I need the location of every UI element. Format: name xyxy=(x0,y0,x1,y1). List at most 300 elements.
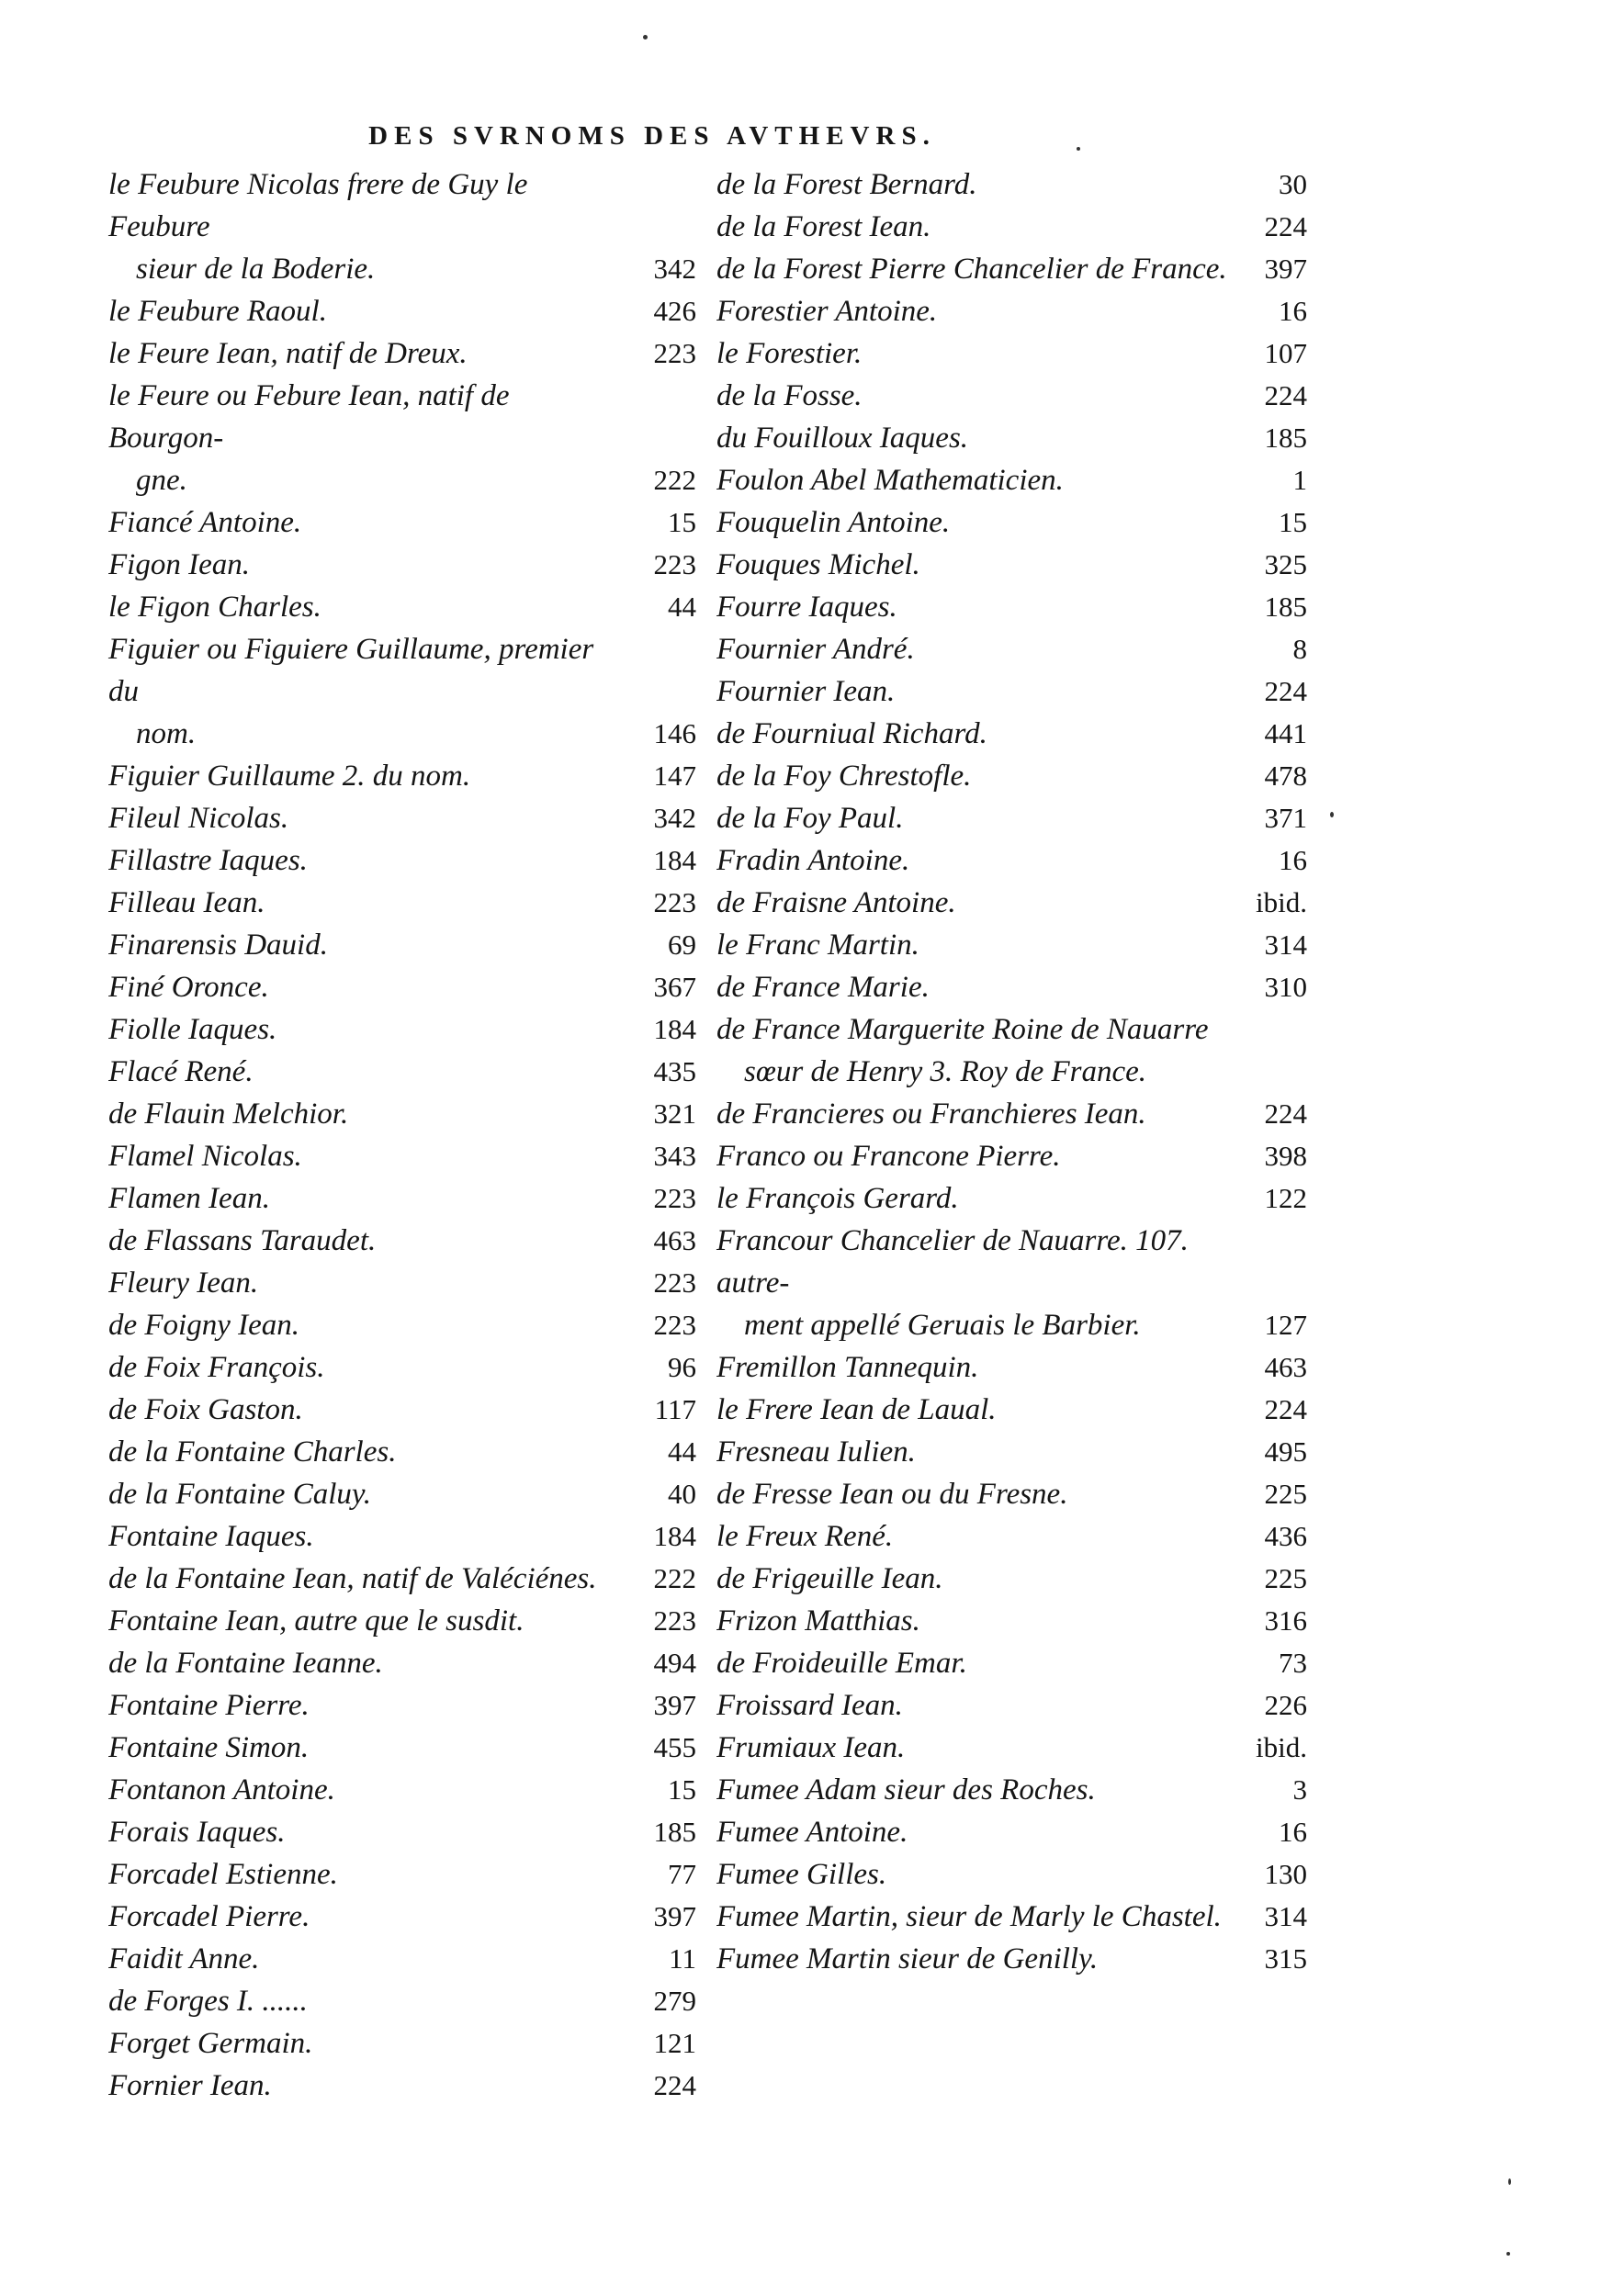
entry-page-number: 127 xyxy=(1264,1309,1307,1341)
entry-name xyxy=(108,1727,696,1769)
entry-page-number: 397 xyxy=(1264,253,1307,285)
entry-name xyxy=(716,1853,1307,1896)
entry-name xyxy=(108,1262,696,1304)
entry-page-number: 184 xyxy=(653,1013,696,1045)
index-entry xyxy=(108,501,696,544)
entry-page-number: 16 xyxy=(1279,844,1307,876)
entry-page-number: 225 xyxy=(1264,1478,1307,1510)
entry-name xyxy=(716,797,1307,839)
entry-name xyxy=(716,1558,1307,1600)
entry-name-text: de Fourniual Richard. xyxy=(716,717,987,750)
entry-name xyxy=(716,1389,1307,1431)
index-entry xyxy=(716,332,1307,375)
entry-page-number: 185 xyxy=(1264,422,1307,454)
entry-name-text: Forcadel Estienne. xyxy=(108,1858,338,1891)
entry-name xyxy=(108,1600,696,1642)
index-entry xyxy=(716,1135,1307,1177)
index-entry xyxy=(716,1938,1307,1980)
entry-page-number: 117 xyxy=(654,1393,696,1425)
entry-page-number: 16 xyxy=(1279,295,1307,327)
entry-page-number: 398 xyxy=(1264,1140,1307,1172)
entry-name-text: le Feubure Nicolas frere de Guy le Feubure xyxy=(108,168,528,243)
entry-name xyxy=(716,163,1307,206)
entry-name xyxy=(716,755,1307,797)
entry-name xyxy=(108,1389,696,1431)
entry-name xyxy=(108,1684,696,1727)
index-entry xyxy=(716,1811,1307,1853)
entry-name-text: Fumee Martin sieur de Genilly. xyxy=(716,1942,1099,1975)
index-entry xyxy=(108,628,696,755)
entry-name-text: de Forges I. ...... xyxy=(108,1985,308,2018)
entry-name xyxy=(716,1177,1307,1220)
entry-name xyxy=(108,1051,696,1093)
entry-name-text: le Forestier. xyxy=(716,337,863,370)
entry-name xyxy=(716,375,1307,417)
entry-page-number: 121 xyxy=(653,2027,696,2059)
entry-name-text: du Fouilloux Iaques. xyxy=(716,422,969,455)
index-entry xyxy=(108,2065,696,2107)
entry-name xyxy=(716,1600,1307,1642)
entry-name-text: Fiancé Antoine. xyxy=(108,506,302,539)
entry-name xyxy=(716,713,1307,755)
index-entry xyxy=(716,1769,1307,1811)
entry-name xyxy=(716,670,1307,713)
entry-name xyxy=(716,206,1307,248)
entry-name-text: Frizon Matthias. xyxy=(716,1604,920,1638)
entry-name-text: Fouques Michel. xyxy=(716,548,920,581)
entry-page-number: 316 xyxy=(1264,1604,1307,1637)
entry-name xyxy=(716,290,1307,332)
entry-name xyxy=(108,1008,696,1051)
entry-page-number: 69 xyxy=(668,929,696,961)
entry-name xyxy=(108,375,696,501)
entry-page-number: 8 xyxy=(1292,633,1307,665)
entry-name xyxy=(108,1811,696,1853)
index-entry xyxy=(108,1177,696,1220)
entry-page-number: 11 xyxy=(669,1942,696,1975)
entry-name xyxy=(716,1093,1307,1135)
entry-name xyxy=(716,1135,1307,1177)
index-entry xyxy=(716,797,1307,839)
entry-name-text: Fleury Iean. xyxy=(108,1266,259,1300)
entry-page-number: 224 xyxy=(1264,675,1307,707)
entry-name-text: le Frere Iean de Laual. xyxy=(716,1393,997,1426)
index-entry xyxy=(108,1346,696,1389)
entry-name-text: Fournier Iean. xyxy=(716,675,896,708)
index-entry xyxy=(716,1515,1307,1558)
index-entry xyxy=(716,1558,1307,1600)
index-entry xyxy=(716,459,1307,501)
entry-name xyxy=(716,1431,1307,1473)
running-header: DES SVRNOMS DES AVTHEVRS. xyxy=(368,121,936,151)
entry-name-text: de Francieres ou Franchieres Iean. xyxy=(716,1097,1146,1131)
entry-page-number: 223 xyxy=(653,886,696,918)
entry-name-text: Fumee Adam sieur des Roches. xyxy=(716,1773,1096,1806)
entry-name-text: de Foigny Iean. xyxy=(108,1309,300,1342)
index-entry xyxy=(108,1938,696,1980)
entry-page-number: 226 xyxy=(1264,1689,1307,1721)
entry-page-number: 224 xyxy=(1264,379,1307,411)
entry-name-text: de Fresse Iean ou du Fresne. xyxy=(716,1478,1068,1511)
index-entry xyxy=(716,586,1307,628)
entry-page-number: 15 xyxy=(668,1773,696,1806)
entry-name xyxy=(108,755,696,797)
entry-page-number: 44 xyxy=(668,1435,696,1468)
entry-name xyxy=(716,1008,1307,1093)
entry-name-text: Fontaine Iaques. xyxy=(108,1520,314,1553)
index-entry xyxy=(108,797,696,839)
entry-name xyxy=(716,1811,1307,1853)
entry-name-text: Faidit Anne. xyxy=(108,1942,260,1975)
entry-page-number: 222 xyxy=(653,464,696,496)
index-entry xyxy=(716,1727,1307,1769)
index-entry xyxy=(108,1051,696,1093)
entry-name xyxy=(108,544,696,586)
index-entry xyxy=(716,1346,1307,1389)
entry-page-number: 343 xyxy=(653,1140,696,1172)
entry-name xyxy=(108,628,696,755)
entry-page-number: 397 xyxy=(653,1689,696,1721)
entry-name-text: Francour Chancelier de Nauarre. 107. autre- xyxy=(716,1224,1189,1300)
entry-page-number: 107 xyxy=(1264,337,1307,369)
entry-name-text: Forestier Antoine. xyxy=(716,295,938,328)
entry-page-number: 223 xyxy=(653,1182,696,1214)
entry-name xyxy=(716,966,1307,1008)
entry-page-number: 463 xyxy=(653,1224,696,1256)
entry-name xyxy=(716,417,1307,459)
entry-name xyxy=(108,966,696,1008)
entry-name-text: Fontaine Simon. xyxy=(108,1731,310,1764)
entry-page-number: 15 xyxy=(1279,506,1307,538)
entry-name-text: Forais Iaques. xyxy=(108,1816,286,1849)
entry-page-number: 478 xyxy=(1264,760,1307,792)
entry-page-number: 397 xyxy=(653,1900,696,1932)
index-entry xyxy=(108,882,696,924)
index-entry xyxy=(108,1853,696,1896)
entry-page-number: 371 xyxy=(1264,802,1307,834)
entry-page-number: 314 xyxy=(1264,929,1307,961)
entry-name-text: de la Fontaine Charles. xyxy=(108,1435,397,1469)
entry-name xyxy=(108,2022,696,2065)
entry-page-number: 321 xyxy=(653,1097,696,1130)
entry-name-text: Flamen Iean. xyxy=(108,1182,270,1215)
entry-name xyxy=(716,1769,1307,1811)
entry-page-number: 463 xyxy=(1264,1351,1307,1383)
entry-name-text: Froissard Iean. xyxy=(716,1689,903,1722)
index-entry xyxy=(716,248,1307,290)
entry-name-text: de France Marie. xyxy=(716,971,930,1004)
entry-name xyxy=(716,1220,1307,1346)
entry-name-text: le Feubure Raoul. xyxy=(108,295,327,328)
entry-page-number: 40 xyxy=(668,1478,696,1510)
entry-name-text: de Flauin Melchior. xyxy=(108,1097,349,1131)
entry-page-number: 342 xyxy=(653,253,696,285)
entry-name xyxy=(716,882,1307,924)
entry-page-number: ibid. xyxy=(1256,886,1307,918)
index-entry xyxy=(716,1600,1307,1642)
entry-page-number: 96 xyxy=(668,1351,696,1383)
index-entry xyxy=(108,290,696,332)
index-entry xyxy=(716,206,1307,248)
index-entry xyxy=(716,1684,1307,1727)
entry-page-number: 185 xyxy=(653,1816,696,1848)
index-entry xyxy=(716,1008,1307,1093)
entry-page-number: 310 xyxy=(1264,971,1307,1003)
entry-page-number: 184 xyxy=(653,844,696,876)
entry-name-text: le Franc Martin. xyxy=(716,929,919,962)
index-entry xyxy=(716,966,1307,1008)
entry-name xyxy=(108,1853,696,1896)
index-entry xyxy=(108,1431,696,1473)
entry-name-continuation: sœur de Henry 3. Roy de France. xyxy=(744,1055,1147,1088)
index-entry xyxy=(716,713,1307,755)
entry-name-text: de la Fontaine Caluy. xyxy=(108,1478,371,1511)
index-entry xyxy=(716,839,1307,882)
entry-page-number: 441 xyxy=(1264,717,1307,749)
ink-speck xyxy=(1508,2178,1511,2185)
entry-name-text: Fornier Iean. xyxy=(108,2069,272,2102)
entry-name xyxy=(108,290,696,332)
ink-speck xyxy=(1077,147,1080,151)
entry-name-text: Finarensis Dauid. xyxy=(108,929,328,962)
entry-name xyxy=(716,1938,1307,1980)
index-entry xyxy=(716,1896,1307,1938)
index-entry xyxy=(716,1431,1307,1473)
index-entry xyxy=(716,544,1307,586)
entry-name-text: de Foix François. xyxy=(108,1351,325,1384)
entry-name xyxy=(108,1135,696,1177)
index-entry xyxy=(108,1727,696,1769)
entry-name-text: Flacé René. xyxy=(108,1055,254,1088)
entry-page-number: 223 xyxy=(653,337,696,369)
index-entry xyxy=(108,1769,696,1811)
index-entry xyxy=(716,501,1307,544)
index-entry xyxy=(716,417,1307,459)
entry-name xyxy=(108,1093,696,1135)
entry-page-number: 1 xyxy=(1292,464,1307,496)
entry-page-number: 494 xyxy=(653,1647,696,1679)
entry-page-number: 225 xyxy=(1264,1562,1307,1594)
index-entry xyxy=(108,839,696,882)
entry-name-text: de France Marguerite Roine de Nauarre xyxy=(716,1013,1209,1046)
ink-speck xyxy=(643,35,648,39)
index-entry xyxy=(108,1558,696,1600)
entry-name xyxy=(108,924,696,966)
entry-name-text: de Frigeuille Iean. xyxy=(716,1562,943,1595)
index-entry xyxy=(716,1093,1307,1135)
entry-name xyxy=(108,1769,696,1811)
entry-name xyxy=(108,882,696,924)
entry-name-text: Forget Germain. xyxy=(108,2027,313,2060)
entry-page-number: 455 xyxy=(653,1731,696,1763)
index-entry xyxy=(108,1811,696,1853)
index-column-right xyxy=(716,163,1307,1980)
entry-name xyxy=(716,924,1307,966)
entry-name xyxy=(108,1896,696,1938)
entry-name xyxy=(108,1473,696,1515)
entry-name-text: de Froideuille Emar. xyxy=(716,1647,967,1680)
entry-name-text: Fileul Nicolas. xyxy=(108,802,289,835)
index-entry xyxy=(108,1220,696,1262)
index-entry xyxy=(108,1600,696,1642)
index-entry xyxy=(108,966,696,1008)
entry-page-number: 224 xyxy=(1264,1393,1307,1425)
entry-page-number: 147 xyxy=(653,760,696,792)
entry-name xyxy=(108,332,696,375)
entry-name-text: de la Forest Bernard. xyxy=(716,168,977,201)
index-entry xyxy=(108,1684,696,1727)
entry-name xyxy=(108,1177,696,1220)
entry-name-text: Fontaine Iean, autre que le susdit. xyxy=(108,1604,524,1638)
entry-page-number: 77 xyxy=(668,1858,696,1890)
index-entry xyxy=(108,755,696,797)
entry-page-number: 122 xyxy=(1264,1182,1307,1214)
index-entry xyxy=(716,1642,1307,1684)
index-entry xyxy=(108,163,696,290)
entry-name-text: Fourre Iaques. xyxy=(716,591,897,624)
entry-page-number: ibid. xyxy=(1256,1731,1307,1763)
entry-name-text: Fresneau Iulien. xyxy=(716,1435,916,1469)
entry-name xyxy=(108,1346,696,1389)
entry-name-text: Finé Oronce. xyxy=(108,971,269,1004)
entry-page-number: 3 xyxy=(1292,1773,1307,1806)
index-entry xyxy=(108,1515,696,1558)
index-entry xyxy=(716,924,1307,966)
index-entry xyxy=(108,1980,696,2022)
entry-name xyxy=(716,459,1307,501)
entry-page-number: 185 xyxy=(1264,591,1307,623)
entry-name xyxy=(716,501,1307,544)
entry-page-number: 73 xyxy=(1279,1647,1307,1679)
entry-name-text: Foulon Abel Mathematicien. xyxy=(716,464,1064,497)
index-entry xyxy=(108,1135,696,1177)
entry-page-number: 435 xyxy=(653,1055,696,1087)
entry-name-text: Fontaine Pierre. xyxy=(108,1689,310,1722)
entry-name xyxy=(716,332,1307,375)
index-entry xyxy=(716,628,1307,670)
entry-name xyxy=(108,1431,696,1473)
entry-name-text: le Figon Charles. xyxy=(108,591,321,624)
entry-name xyxy=(108,2065,696,2107)
index-entry xyxy=(108,1642,696,1684)
index-entry xyxy=(108,1262,696,1304)
index-entry xyxy=(108,332,696,375)
index-entry xyxy=(108,2022,696,2065)
index-entry xyxy=(108,1896,696,1938)
entry-name xyxy=(716,1473,1307,1515)
index-entry xyxy=(108,375,696,501)
entry-name-text: de la Fontaine Iean, natif de Valéciénes. xyxy=(108,1562,597,1595)
entry-name xyxy=(108,1220,696,1262)
entry-name xyxy=(108,1558,696,1600)
entry-name-continuation: gne. xyxy=(136,464,187,497)
entry-name-text: Fradin Antoine. xyxy=(716,844,910,877)
index-entry xyxy=(716,163,1307,206)
entry-name-text: de la Foy Paul. xyxy=(716,802,904,835)
entry-name-text: Fumee Gilles. xyxy=(716,1858,887,1891)
entry-page-number: 30 xyxy=(1279,168,1307,200)
entry-name-text: le François Gerard. xyxy=(716,1182,959,1215)
index-entry xyxy=(716,882,1307,924)
entry-page-number: 279 xyxy=(653,1985,696,2017)
entry-page-number: 222 xyxy=(653,1562,696,1594)
entry-name xyxy=(108,1938,696,1980)
entry-name xyxy=(108,586,696,628)
entry-name-text: de la Fosse. xyxy=(716,379,863,412)
entry-name xyxy=(108,797,696,839)
entry-page-number: 367 xyxy=(653,971,696,1003)
entry-name xyxy=(716,586,1307,628)
entry-name-text: Fiolle Iaques. xyxy=(108,1013,277,1046)
entry-name-text: Fontanon Antoine. xyxy=(108,1773,335,1806)
ink-speck xyxy=(1330,812,1334,817)
entry-page-number: 146 xyxy=(653,717,696,749)
entry-page-number: 223 xyxy=(653,1266,696,1299)
index-entry xyxy=(716,375,1307,417)
entry-name xyxy=(716,1684,1307,1727)
entry-name xyxy=(716,248,1307,290)
index-entry xyxy=(716,1473,1307,1515)
entry-name xyxy=(716,544,1307,586)
entry-page-number: 223 xyxy=(653,1604,696,1637)
entry-name xyxy=(716,1896,1307,1938)
entry-page-number: 223 xyxy=(653,1309,696,1341)
index-entry xyxy=(716,670,1307,713)
index-entry xyxy=(716,1220,1307,1346)
entry-name-text: Filleau Iean. xyxy=(108,886,265,919)
entry-name-text: Fouquelin Antoine. xyxy=(716,506,951,539)
entry-name xyxy=(108,1515,696,1558)
entry-name-text: Figon Iean. xyxy=(108,548,250,581)
entry-name-text: de Fraisne Antoine. xyxy=(716,886,956,919)
entry-name-text: Franco ou Francone Pierre. xyxy=(716,1140,1061,1173)
entry-name xyxy=(716,1727,1307,1769)
index-entry xyxy=(108,1473,696,1515)
entry-name-text: Fournier André. xyxy=(716,633,915,666)
entry-name-text: de Flassans Taraudet. xyxy=(108,1224,377,1257)
entry-name-text: Fumee Martin, sieur de Marly le Chastel. xyxy=(716,1900,1222,1933)
index-entry xyxy=(108,1093,696,1135)
entry-name xyxy=(108,1980,696,2022)
index-entry xyxy=(108,1008,696,1051)
index-entry xyxy=(716,755,1307,797)
entry-name-text: le Feure Iean, natif de Dreux. xyxy=(108,337,468,370)
entry-page-number: 426 xyxy=(653,295,696,327)
entry-page-number: 436 xyxy=(1264,1520,1307,1552)
index-entry xyxy=(108,544,696,586)
entry-name-text: Flamel Nicolas. xyxy=(108,1140,302,1173)
ink-speck xyxy=(1506,2252,1510,2256)
entry-name xyxy=(716,1642,1307,1684)
index-entry xyxy=(716,1853,1307,1896)
entry-name-text: de la Forest Pierre Chancelier de France. xyxy=(716,253,1227,286)
entry-page-number: 223 xyxy=(653,548,696,580)
entry-page-number: 16 xyxy=(1279,1816,1307,1848)
entry-name-continuation: sieur de la Boderie. xyxy=(136,253,376,286)
entry-name-text: de la Forest Iean. xyxy=(716,210,931,243)
entry-page-number: 342 xyxy=(653,802,696,834)
entry-page-number: 224 xyxy=(1264,1097,1307,1130)
entry-page-number: 325 xyxy=(1264,548,1307,580)
entry-name xyxy=(716,1346,1307,1389)
entry-name-continuation: ment appellé Geruais le Barbier. xyxy=(744,1309,1141,1342)
entry-name-text: Fumee Antoine. xyxy=(716,1816,908,1849)
index-entry xyxy=(716,1177,1307,1220)
entry-name xyxy=(716,839,1307,882)
entry-name-text: Frumiaux Iean. xyxy=(716,1731,906,1764)
index-entry xyxy=(716,290,1307,332)
entry-name xyxy=(108,839,696,882)
